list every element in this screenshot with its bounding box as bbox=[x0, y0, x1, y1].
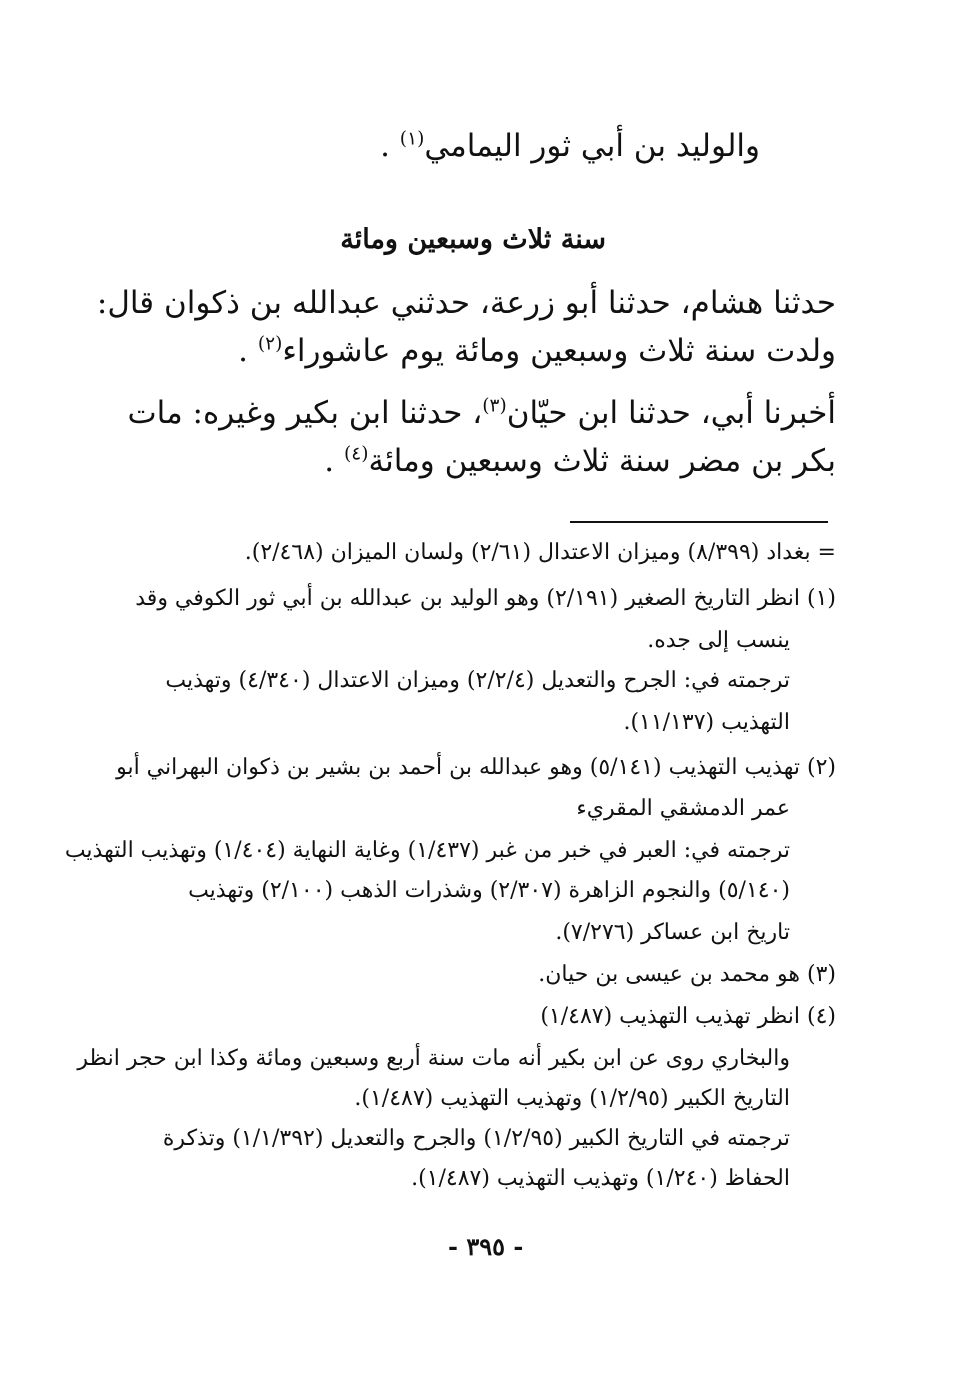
footnote-4-line-2: والبخاري روى عن ابن بكير أنه مات سنة أربع وسبعين ومائة وكذا ابن حجر انظر bbox=[77, 1046, 790, 1071]
footnote-4-line-5: الحفاظ (١/٢٤٠) وتهذيب التهذيب (١/٤٨٧). bbox=[411, 1166, 790, 1191]
footnote-continuation: = بغداد (٨/٣٩٩) وميزان الاعتدال (٢/٦١) ولسان الميزان (٢/٤٦٨). bbox=[244, 540, 836, 565]
footnote-1-line-1: (١) انظر التاريخ الصغير (٢/١٩١) وهو الوليد بن عبدالله بن أبي ثور الكوفي وقد bbox=[135, 586, 836, 611]
footnote-ref-3[interactable]: (٣) bbox=[482, 395, 507, 417]
footnote-4-line-4: ترجمته في التاريخ الكبير (١/٢/٩٥) والجرح والتعديل (١/١/٣٩٢) وتذكرة bbox=[162, 1126, 790, 1151]
footnote-1-line-4: التهذيب (١١/١٣٧). bbox=[623, 710, 790, 735]
para2-line-2-text: بكر بن مضر سنة ثلاث وسبعين ومائة bbox=[368, 443, 836, 479]
main-line-1-text: والوليد بن أبي ثور اليمامي bbox=[424, 128, 760, 164]
footnote-2-line-3: ترجمته في: العبر في خبر من غبر (١/٤٣٧) وغاية النهاية (١/٤٠٤) وتهذيب التهذيب bbox=[64, 838, 790, 863]
footnote-4-line-3: التاريخ الكبير (١/٢/٩٥) وتهذيب التهذيب (١/٤٨٧). bbox=[354, 1086, 790, 1111]
para2-line-1-text-b: ، حدثنا ابن بكير وغيره: مات bbox=[127, 395, 483, 431]
para2-line-1-text-a: أخبرنا أبي، حدثنا ابن حيّان bbox=[506, 395, 836, 431]
main-line-1-end: . bbox=[380, 128, 390, 164]
para2-line-1 bbox=[127, 395, 836, 431]
footnote-2-line-1: (٢) تهذيب التهذيب (٥/١٤١) وهو عبدالله بن أحمد بن بشير بن ذكوان البهراني أبو bbox=[116, 755, 836, 780]
footnote-4-line-1: (٤) انظر تهذيب التهذيب (١/٤٨٧) bbox=[540, 1004, 836, 1029]
para1-line-2-text: ولدت سنة ثلاث وسبعين ومائة يوم عاشوراء bbox=[282, 333, 836, 369]
footnote-separator bbox=[570, 521, 828, 523]
footnote-ref-2[interactable]: (٢) bbox=[257, 333, 283, 355]
footnote-2-line-2: عمر الدمشقي المقريء bbox=[576, 796, 790, 821]
para1-line-2-end: . bbox=[238, 333, 248, 369]
main-line-1 bbox=[380, 128, 760, 164]
section-heading: سنة ثلاث وسبعين ومائة bbox=[340, 224, 606, 255]
footnote-2-line-4: (٥/١٤٠) والنجوم الزاهرة (٢/٣٠٧) وشذرات الذهب (٢/١٠٠) وتهذيب bbox=[188, 878, 790, 903]
para2-line-2-end: . bbox=[324, 443, 335, 479]
para1-line-1: حدثنا هشام، حدثنا أبو زرعة، حدثني عبدالله بن ذكوان قال: bbox=[96, 285, 836, 321]
footnote-1-line-2: ينسب إلى جده. bbox=[647, 628, 790, 653]
footnote-2-line-5: تاريخ ابن عساكر (٧/٢٧٦). bbox=[555, 920, 790, 945]
footnote-1-line-3: ترجمته في: الجرح والتعديل (٢/٢/٤) وميزان الاعتدال (٤/٣٤٠) وتهذيب bbox=[165, 668, 790, 693]
footnote-3-line-1: (٣) هو محمد بن عيسى بن حيان. bbox=[538, 962, 836, 987]
footnote-ref-4[interactable]: (٤) bbox=[343, 443, 369, 465]
para2-line-2 bbox=[324, 443, 836, 479]
footnote-ref-1[interactable]: (١) bbox=[399, 128, 425, 150]
para1-line-2 bbox=[238, 333, 836, 369]
page-number: - ٣٩٥ - bbox=[448, 1232, 524, 1261]
